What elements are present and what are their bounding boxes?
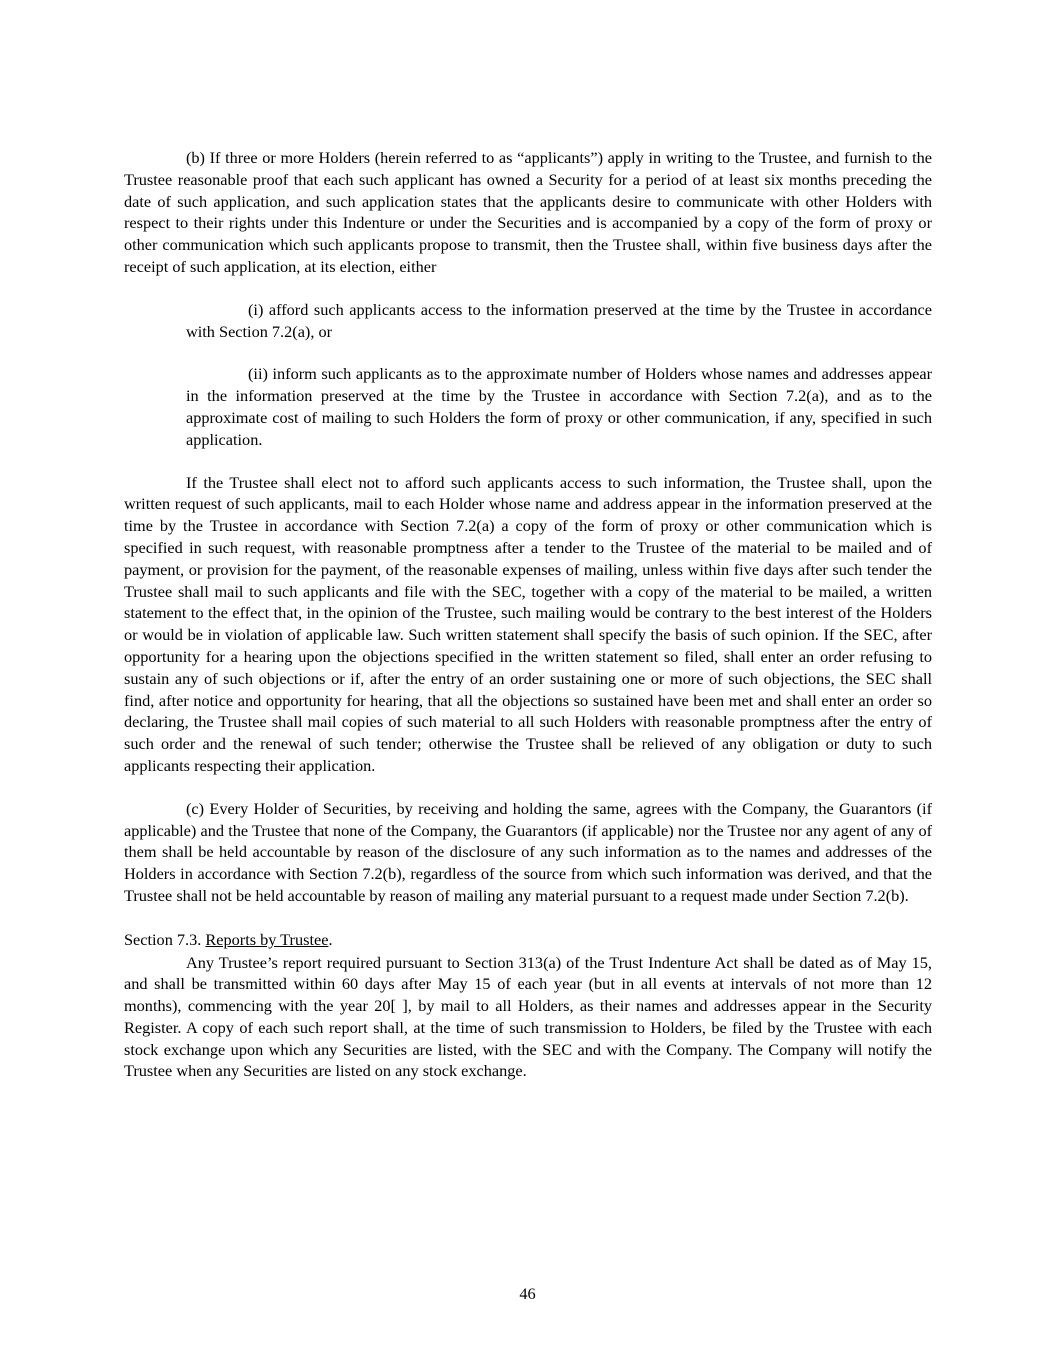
section-title: Reports by Trustee: [205, 929, 329, 949]
document-page: [124, 147, 932, 1082]
paragraph-b-ii: (ii) inform such applicants as to the approximate number of Holders whose names and addresses appear in the information preserved at the time by the Trustee in accordance with Section 7.2(a), and as to the approximate cost of mailing to such Holders the form of proxy or other communication, if any, specified in such application.: [186, 364, 932, 449]
section-heading: [124, 929, 932, 951]
paragraph-if-trustee: If the Trustee shall elect not to afford such applicants access to such information, the Trustee shall, upon the written request of such applicants, mail to each Holder whose name and address appear in the information preserved at the time by the Trustee in accordance with Section 7.2(a) a copy of the form of proxy or other communication which is specified in such request, with reasonable promptness after a tender to the Trustee of the material to be mailed and of payment, or provision for the payment, of the reasonable expenses of mailing, unless within five days after such tender the Trustee shall mail to such applicants and file with the SEC, together with a copy of the material to be mailed, a written statement to the effect that, in the opinion of the Trustee, such mailing would be contrary to the best interest of the Holders or would be in violation of applicable law. Such written statement shall specify the basis of such opinion. If the SEC, after opportunity for a hearing upon the objections specified in the written statement so filed, shall enter an order refusing to sustain any of such objections or if, after the entry of an order sustaining one or more of such objections, the SEC shall find, after notice and opportunity for hearing, that all the objections so sustained have been met and shall enter an order so declaring, the Trustee shall mail copies of such material to all such Holders with reasonable promptness after the entry of such order and the renewal of such tender; otherwise the Trustee shall be relieved of any obligation or duty to such applicants respecting their application.: [124, 472, 932, 775]
section-title-period: .: [328, 929, 333, 949]
paragraph-b-i: (i) afford such applicants access to the information preserved at the time by the Trustee in accordance with Section 7.2(a), or: [186, 299, 932, 341]
paragraph-b: (b) If three or more Holders (herein referred to as “applicants”) apply in writing to the Trustee, and furnish to the Trustee reasonable proof that each such applicant has owned a Security for a period of at least six months preceding the date of such application, and such application states that the applicants desire to communicate with other Holders with respect to their rights under this Indenture or under the Securities and is accompanied by a copy of the form of proxy or other communication which such applicants propose to transmit, then the Trustee shall, within five business days after the receipt of such application, at its election, either: [124, 148, 932, 276]
section-number: Section 7.3.: [124, 929, 202, 949]
page-number: 46: [519, 1284, 536, 1303]
paragraph-c: (c) Every Holder of Securities, by receiving and holding the same, agrees with the Company, the Guarantors (if applicable) and the Trustee that none of the Company, the Guarantors (if applicable) nor the Trustee nor any agent of any of them shall be held accountable by reason of the disclosure of any such information as to the names and addresses of the Holders in accordance with Section 7.2(b), regardless of the source from which such information was derived, and that the Trustee shall not be held accountable by reason of mailing any material pursuant to a request made under Section 7.2(b).: [124, 798, 932, 905]
paragraph-section-7-3: Any Trustee’s report required pursuant to Section 313(a) of the Trust Indenture Act shall be dated as of May 15, and shall be transmitted within 60 days after May 15 of each year (but in all events at intervals of not more than 12 months), commencing with the year 20[ ], by mail to all Holders, as their names and addresses appear in the Security Register. A copy of each such report shall, at the time of such transmission to Holders, be filed by the Trustee with each stock exchange upon which any Securities are listed, with the SEC and with the Company. The Company will notify the Trustee when any Securities are listed on any stock exchange.: [124, 952, 932, 1081]
